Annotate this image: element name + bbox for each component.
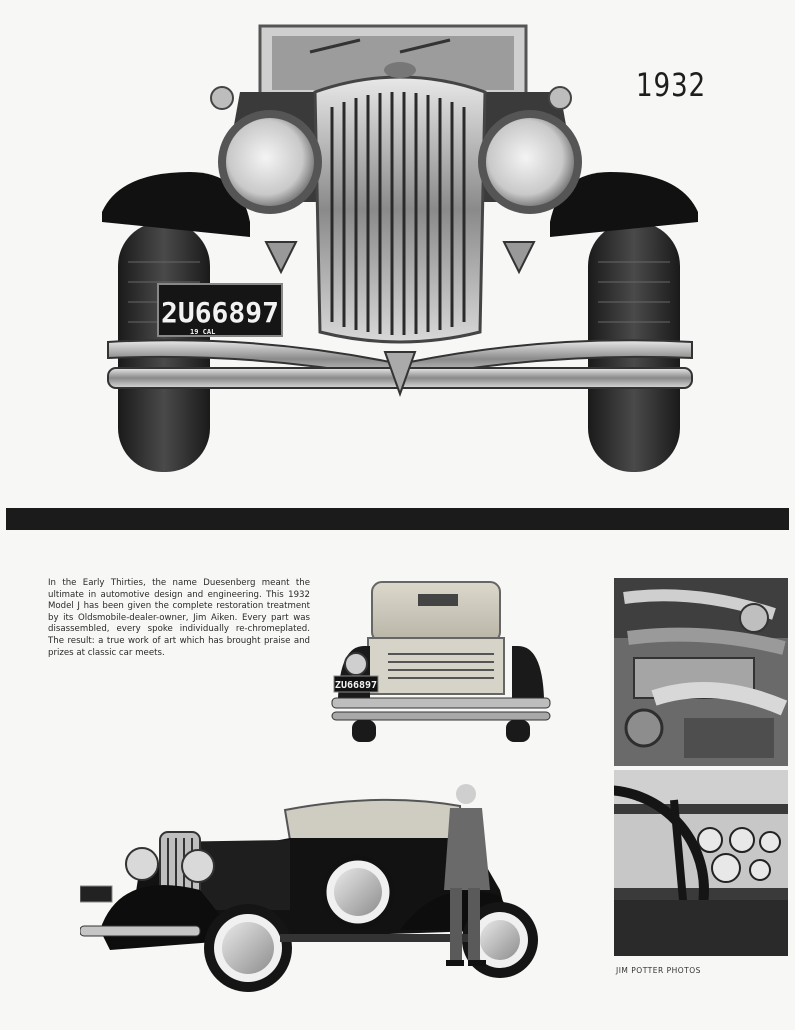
year-label: 1932 bbox=[636, 66, 707, 104]
front-plate-state: 19 CAL bbox=[190, 328, 216, 336]
rear-plate-number: ZU66897 bbox=[334, 680, 378, 691]
car-side-photo bbox=[80, 780, 560, 1000]
car-front-photo bbox=[100, 22, 700, 482]
engine-photo bbox=[614, 578, 788, 766]
photo-credit: JIM POTTER PHOTOS bbox=[616, 966, 701, 975]
dashboard-photo bbox=[614, 770, 788, 956]
divider-band bbox=[6, 508, 789, 530]
car-rear-photo bbox=[330, 578, 552, 744]
front-plate-number: 2U66897 bbox=[160, 296, 280, 329]
caption-text: In the Early Thirties, the name Duesenberg meant the ultimate in automotive design and engineering. This 1932 Model J has been given the complete restoration treatment by its Oldsmobile-dealer-owner, Jim Aiken. Every part was disassembled, every spoke individually re-chromeplated. The result: a true work of art which has brought praise and prizes at classic car meets. bbox=[48, 578, 310, 658]
